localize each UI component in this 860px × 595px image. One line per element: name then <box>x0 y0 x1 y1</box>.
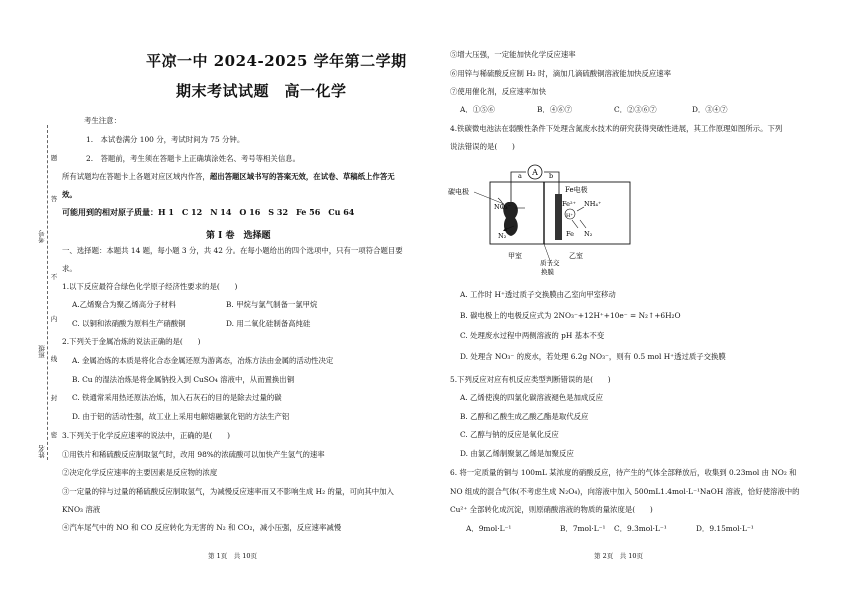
ammeter-label: A <box>532 168 538 177</box>
notice-heading: 考生注意： <box>84 116 121 125</box>
q1-option-c: C. 以铜和浓硝酸为原料生产硝酸铜 <box>72 319 186 328</box>
binding-char: 线 <box>50 355 58 363</box>
q5-option-d: D. 由氯乙烯制聚氯乙烯是加聚反应 <box>460 449 574 458</box>
q6-option-a: A．9mol·L⁻¹ <box>466 524 512 533</box>
binding-char: 密 <box>50 431 58 439</box>
q4-option-d: D. 处理含 NO₃⁻ 的废水，若处理 6.2g NO₃⁻，则有 0.5 mol H⁺透过质子交换膜 <box>460 352 726 361</box>
atomic-masses: 可能用到的相对原子质量：H 1 C 12 N 14 O 16 S 32 Fe 56 Cu 64 <box>62 207 355 217</box>
binding-char: 封 <box>50 394 58 402</box>
q2-option-d: D. 由于铝的活动性强，故工业上采用电解熔融氯化铝的方法生产铝 <box>72 412 290 421</box>
label-no3: NO₃⁻ <box>494 203 512 211</box>
q4-option-b: B. 碳电极上的电极反应式为 2NO₃⁻+12H⁺+10e⁻ = N₂↑+6H₂O <box>460 311 681 320</box>
q2-option-c: C. 铁通常采用热还原法冶炼，加入石灰石的目的是除去过量的碳 <box>72 393 282 402</box>
q1-option-a: A.乙烯聚合为聚乙烯高分子材料 <box>72 300 176 309</box>
q5-option-a: A. 乙烯使溴的四氯化碳溶液褪色是加成反应 <box>460 393 604 402</box>
q2-stem: 2.下列关于金属冶炼的说法正确的是( ) <box>62 337 201 346</box>
section-title: 第 I 卷 选择题 <box>206 231 271 241</box>
page-footer-left: 第 1页 共 10页 <box>208 552 258 560</box>
label-h-plus: H⁺ <box>566 213 573 219</box>
binding-label-class: 班级 <box>38 345 46 358</box>
q3-statement-5: ⑤增大压强，一定能加快化学反应速率 <box>450 50 576 59</box>
label-room-b: 乙室 <box>569 252 583 260</box>
label-nh4: NH₄⁺ <box>584 200 602 208</box>
q1-option-b: B. 甲烷与氯气制备一氯甲烷 <box>226 300 318 309</box>
q4-option-c: C. 处理废水过程中两侧溶液的 pH 基本不变 <box>460 331 605 340</box>
label-membrane-line1: 质子交 <box>540 259 560 267</box>
binding-char: 答 <box>50 195 58 203</box>
q3-stem: 3.下列关于化学反应速率的说法中，正确的是( ) <box>62 431 231 440</box>
q3-statement-3-cont: KNO₃ 溶液 <box>62 505 101 514</box>
q2-option-b: B. Cu 的湿法冶炼是将金属钠投入到 CuSO₄ 溶液中，从而置换出铜 <box>72 375 295 384</box>
section-intro: 求。 <box>62 264 77 273</box>
q3-option-d: D．③④⑦ <box>692 105 728 114</box>
label-membrane-line2: 换膜 <box>541 268 554 276</box>
q4-stem-cont: 说法错误的是( ) <box>450 142 515 151</box>
binding-char: 内 <box>50 315 58 323</box>
q6-option-c: C．9.3mol·L⁻¹ <box>614 524 667 533</box>
answer-rule-end: 效。 <box>62 190 77 199</box>
exam-title-line1: 平凉一中 2024-2025 学年第二学期 <box>146 52 407 70</box>
micro-cell-diagram <box>448 162 638 280</box>
q6-option-b: B．7mol·L⁻¹ <box>560 524 606 533</box>
q6-stem-cont2: Cu²⁺ 全部转化成沉淀，则原硝酸溶液的物质的量浓度是( ) <box>450 505 653 514</box>
wire-label-a: a <box>518 172 522 180</box>
binding-char: 题 <box>50 154 58 162</box>
q2-option-a: A. 金属冶炼的本质是将化合态金属还原为游离态，冶炼方法由金属的活动性决定 <box>72 356 334 365</box>
q3-statement-3: ③一定量的锌与过量的稀硫酸反应制取氢气，为减慢反应速率而又不影响生成 H₂ 的量，可向其中加入 <box>62 487 394 496</box>
label-room-a: 甲室 <box>508 252 522 260</box>
label-carbon-electrode: 碳电极 <box>448 188 469 196</box>
q4-stem: 4.铁碳微电池法在弱酸性条件下处理含氮废水技术的研究获得突破性进展，其工作原理如图所示。下列 <box>450 124 783 133</box>
q6-stem-cont: NO 组成的混合气体(不考虑生成 N₂O₄)，向溶液中加入 500mL1.4mol·L⁻¹NaOH 溶液，恰好使溶液中的 <box>450 487 800 496</box>
binding-line <box>47 125 48 460</box>
q4-option-a: A. 工作时 H⁺透过质子交换膜由乙室向甲室移动 <box>460 290 616 299</box>
q3-statement-6: ⑥用锌与稀硫酸反应制 H₂ 时，滴加几滴硫酸铜溶液能加快反应速率 <box>450 69 672 78</box>
q3-statement-2: ②决定化学反应速率的主要因素是反应物的浓度 <box>62 468 218 477</box>
wire-label-b: b <box>549 172 554 180</box>
label-fe2: Fe²⁺ <box>562 200 577 208</box>
label-fe: Fe <box>566 230 575 238</box>
notice-item: 1. 本试卷满分 100 分，考试时间为 75 分钟。 <box>86 135 245 144</box>
q1-stem: 1.以下反应最符合绿色化学原子经济性要求的是( ) <box>62 282 238 291</box>
q1-option-d: D. 用二氧化硅制备高纯硅 <box>226 319 311 328</box>
notice-item: 2. 答题前，考生须在答题卡上正确填涂姓名、考号等相关信息。 <box>86 154 300 163</box>
binding-char: 不 <box>50 273 58 281</box>
q6-option-d: D．9.15mol·L⁻¹ <box>696 524 754 533</box>
fe-electrode <box>555 194 562 240</box>
label-n2-left: N₂ <box>498 232 507 240</box>
q5-stem: 5.下列反应对应有机反应类型判断错误的是( ) <box>450 375 611 384</box>
q6-stem: 6. 将一定质量的铜与 100mL 某浓度的硝酸反应，待产生的气体全部释放后，收集到 0.23mol 由 NO₂ 和 <box>450 468 797 477</box>
q5-option-b: B. 乙醇和乙酸生成乙酸乙酯是取代反应 <box>460 412 589 421</box>
q3-statement-1: ①用铁片和稀硫酸反应制取氢气时，改用 98%的浓硫酸可以加快产生氢气的速率 <box>62 450 325 459</box>
binding-label-name: 姓名 <box>38 445 46 458</box>
page-footer-right: 第 2页 共 10页 <box>594 552 644 560</box>
answer-rule: 所有试题均在答题卡上各题对应区域内作答，超出答题区域书写的答案无效，在试卷、草稿纸上作答无 <box>62 172 395 181</box>
exam-title-line2: 期末考试试题 高一化学 <box>176 82 347 100</box>
q3-option-a: A．①⑤⑥ <box>460 105 495 114</box>
label-fe-electrode: Fe电极 <box>565 186 588 194</box>
q3-option-b: B．④⑥⑦ <box>537 105 572 114</box>
section-intro: 一、选择题：本题共 14 题，每小题 3 分，共 42 分。在每小题给出的四个选项中，只有一项符合题目要 <box>62 246 403 255</box>
q3-statement-7: ⑦使用催化剂，反应速率加快 <box>450 87 547 96</box>
q3-statement-4: ④汽车尾气中的 NO 和 CO 反应转化为无害的 N₂ 和 CO₂，减小压强，反应速率减慢 <box>62 523 342 532</box>
q5-option-c: C. 乙醇与钠的反应是氧化反应 <box>460 430 559 439</box>
q3-option-c: C．②③⑥⑦ <box>614 105 657 114</box>
binding-label-exam-number: 考号 <box>38 230 46 243</box>
label-n2-right: N₂ <box>584 230 593 238</box>
